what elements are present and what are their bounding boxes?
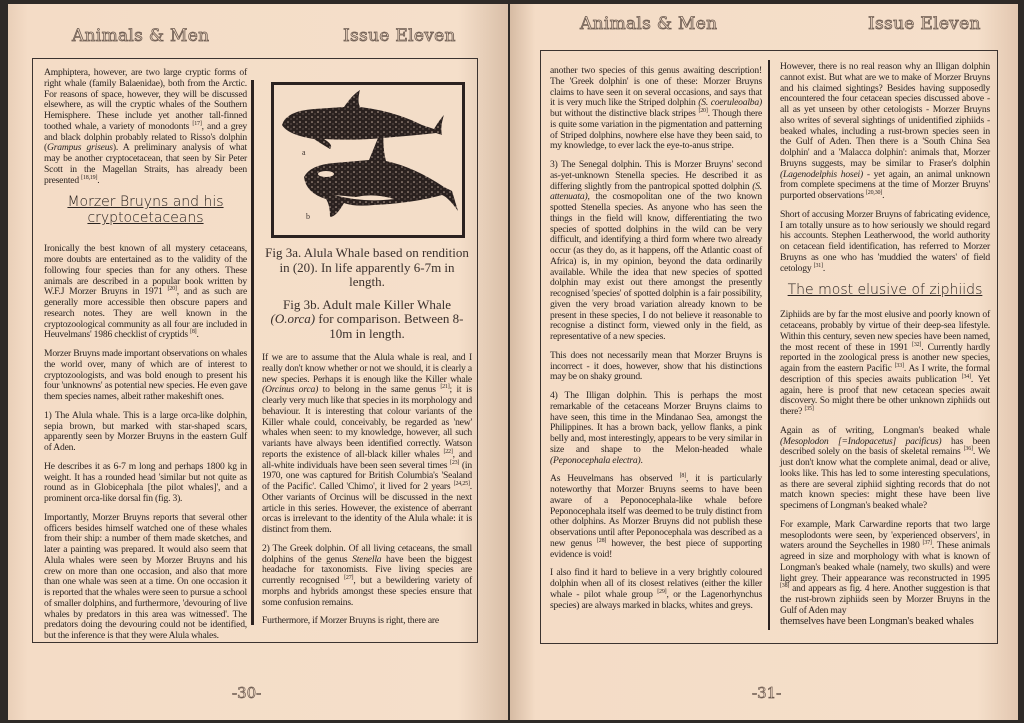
paragraph: As Heuvelmans has observed [8], it is particularly noteworthy that Morzer Bruyns seems to have been aware of a Peponocephala-like whale before Peponocephala itself was deemed to be truly distinct from other dolphins. As Morzer Bruyns did not publish these observations until after Peponocephala was described as a new genus [28] however, the best piece of supporting evidence is void!: [550, 473, 763, 560]
page-number: -31-: [752, 684, 782, 702]
footnote-ref: [18,19]: [81, 174, 98, 181]
paragraph: Again as of writing, Longman's beaked whale (Mesoplodon [=Indopacetus] pacificus) has been described solely on the basis of skeletal remains [36]. We just don't know what the complete animal, dead or alive, looks like. This has led to some interesting speculations, as there are several ziphiid sighting records that do not match known species: might these have been live specimens of Longman's beaked whale?: [780, 424, 991, 511]
figure-label-b: b: [306, 212, 310, 221]
italic-text: (Peponocephala electra): [550, 454, 641, 466]
italic-text: Grampus griseus: [47, 142, 113, 154]
article-column: [262, 246, 472, 635]
alula-whale: [282, 90, 444, 149]
paragraph: Ziphiids are by far the most elusive and poorly known of cetaceans, probably by virtue of their deep-sea lifestyle. Within this century, seven new species have been named, the most recent of these in 1991 [32]. Currently hardly reported in the zoological press is another new species, again from the eastern Pacific [33]. As I write, the formal description of this species awaits publication [34]. Yet again, here is proof that new cetacean species await discovery. So might there be other unknown ziphiids out there? [35]: [780, 309, 990, 417]
footnote-ref: [21]: [440, 384, 450, 391]
footnote-ref: [20]: [167, 286, 177, 293]
paragraph: Morzer Bruyns made important observations on whales the world over, many of which are of interest to cryptozoologists, and was bold enough to present his four 'unknowns' as potential new species. He even gave them species names, albeit rather makeshift ones.: [44, 348, 247, 402]
section-heading: Morzer Bruyns and his cryptocetaceans: [67, 194, 224, 227]
paragraph: 4) The Illigan dolphin. This is perhaps the most remarkable of the cetaceans Morzer Bruyns claims to have seen, this time in the Mindanao Sea, amongst the Philippines. It has a brown back, yellow flanks, a pink belly and, most interestingly, appears to be very similar in size and shape to the Melon-headed whale (Peponocephala electra).: [550, 390, 762, 466]
footnote-ref: [24,25]: [453, 481, 470, 487]
footnote-ref: [17]: [192, 120, 202, 127]
article-column: [550, 66, 762, 619]
footnote-ref: [28]: [597, 537, 607, 544]
article-column: [44, 68, 247, 650]
magazine-title: Animals & Men: [580, 14, 718, 34]
footnote-ref: [20]: [698, 108, 708, 114]
italic-text: (S. attenuata): [550, 180, 762, 203]
figure-caption: Fig 3b. Adult male Killer Whale (O.orca) for comparison. Between 8-10m in length.: [270, 296, 464, 341]
issue-label: Issue Eleven: [343, 26, 456, 46]
footnote-ref: [35]: [804, 406, 814, 412]
figure-caption: Fig 3a. Alula Whale based on rendition in (20). In life apparently 6-7m in length.: [265, 245, 469, 289]
footnote-ref: [29]: [657, 588, 667, 595]
paragraph: Ironically the best known of all mystery cetaceans, more doubts are entertained as to the validity of the following four species than for any others. These animals are described in a popular book written by W.F.J Morzer Bruyns in 1971 [20], and as such are generally more accessible then obscure papers and research notes. They are well known in the cryptozoological community as all four are included in Heuvelmans' 1986 checklist of cryptids [8].: [44, 243, 248, 341]
paragraph: Short of accusing Morzer Bruyns of fabricating evidence, I am totally unsure as to how seriously we should regard his accounts. Stephen Leatherwood, the world authority on cetacean field identification, has referred to Morzer Bruyns as one who has 'muddied the waters' of field cetology [31].: [780, 208, 990, 274]
column-divider: [768, 60, 770, 630]
section-heading: The most elusive of ziphiids: [787, 282, 983, 299]
italic-text: (O.orca): [270, 311, 316, 326]
footnote-ref: [27]: [344, 575, 354, 581]
italic-text: (Lagenodelphis hosei): [780, 168, 863, 180]
paragraph: Amphiptera, however, are two large cryptic forms of right whale (family Balaenidae), both from the Arctic. For reasons of space, however, they will be discussed elsewhere, as will the cryptic whales of the Southern Hemisphere. These include yet another tall-finned toothed whale, a variety of monodonts [17], and a grey and black dolphin probably related to Risso's dolphin (Grampus griseus). A preliminary analysis of what may be another cryptocetacean, that seen by Sir Peter Scott in the Magellan Straits, has already been presented [18,19].: [44, 67, 247, 186]
paragraph: I also find it hard to believe in a very brightly coloured dolphin when all of its closest relatives (either the killer whale - pilot whale group [29], or the Lagenorhynchus species) are always marked in blacks, whites and greys.: [550, 567, 762, 611]
column-divider: [251, 80, 254, 625]
whale-figure: [271, 82, 465, 238]
figure-label-a: a: [302, 148, 306, 157]
paragraph: Furthermore, if Morzer Bruyns is right, there are: [262, 615, 439, 627]
issue-label: Issue Eleven: [868, 14, 981, 34]
italic-text: (Orcinus orca): [262, 384, 319, 396]
article-column: [780, 62, 990, 635]
paragraph: If we are to assume that the Alula whale is real, and I really don't know whether or not we should, it is clearly a new species. Perhaps it is enough like the Killer whale (Orcinus orca) to belong in the same genus [21]; it is clearly very much like that species in its morphology and behaviour. It is interesting that colour variants of the Killer whale could, conceivably, be regarded as 'new' whales when seen: to my knowledge, however, all such variants have always been identified correctly. Watson reports the existence of all-black killer whales [22], and all-white individuals have been seen several times [23] (in 1970, one was captured for British Columbia's 'Sealand of the Pacific'. Called 'Chimo', it lived for 2 years [24,25]. Other variants of Orcinus will be discussed in the next article in this series. However, the existence of aberrant orcas is irrelevant to the identity of the Alula whale: it is distinct from them.: [262, 352, 472, 535]
paragraph: themselves have been Longman's beaked whales: [780, 615, 974, 627]
paragraph: However, there is no real reason why an Illigan dolphin cannot exist. But what are we to make of Morzer Bruyns and his claimed sightings? Besides having supposedly encountered the four cetacean species discussed above - all as yet unseen by other cetologists - Morzer Bruyns also writes of several sightings of unidentified ziphiids - beaked whales, including a rust-brown species seen in the Gulf of Aden. Then there is a 'South China Sea dolphin' and a 'Malacca dolphin': animals that, Morzer Bruyns suggests, may be similar to Fraser's dolphin (Lagenodelphis hosei) - yet again, an animal unknown from complete specimens at the time of Morzer Bruyns' purported observations [20,30].: [780, 61, 990, 201]
footnote-ref: [31]: [813, 262, 823, 269]
italic-text: (Mesoplodon [=Indopacetus] pacificus): [780, 435, 942, 447]
page-number: -30-: [232, 684, 262, 702]
footnote-ref: [38]: [780, 583, 790, 590]
italic-text: (S. coeruleoalba): [698, 97, 762, 109]
paragraph: 1) The Alula whale. This is a large orca-like dolphin, sepia brown, but marked with star-shaped scars, apparently seen by Morzer Bruyns in the eastern Gulf of Aden.: [44, 409, 247, 453]
whale-illustration: [274, 85, 462, 235]
paragraph: Importantly, Morzer Bruyns reports that several other officers besides himself watched one of these whales from their ship: a number of them made sketches, and later a painting was prepared. It would also seem that Alula whales were seen by Morzer Bruyns and his crew on more than one occasion, and also that more than one whale was seen at a time. On one occasion it is reported that the whales were seen to pursue a school of smaller dolphins, and furthermore, 'devouring of live whales by predators in this area was witnessed'. The predators doing the devouring could not be identified, but the inference is that they were Alula whales.: [44, 511, 247, 641]
paragraph: For example, Mark Carwardine reports that two large mesoplodonts were seen, by 'experienced observers', in waters around the Seychelles in 1980 [37]. These animals agreed in size and morphology with what is known of Longman's beaked whale (namely, two skulls) and were light grey. Their appearance was reconstructed in 1995 [38] and appears as fig. 4 here. Another suggestion is that the rust-brown ziphiids seen by Morzer Bruyns in the Gulf of Aden may: [780, 518, 990, 616]
paragraph: another two species of this genus awaiting description! The 'Greek dolphin' is one of these: Morzer Bruyns claims to have seen it on several occasions, and says that it is very much like the Striped dolphin (S. coeruleoalba) but without the distinctive black stripes [20]. Though there is quite some variation in the pigmentation and patterning of Striped dolphins, nowhere else have they been said, to my knowledge, to ever lack the eye-to-anus stripe.: [550, 65, 762, 152]
paragraph: 2) The Greek dolphin. Of all living cetaceans, the small dolphins of the genus Stenella have been the biggest headache for taxonomists. Five living species are currently recognised [27], but a bewildering variety of morphs and hybrids amongst these species ensure that some confusion remains.: [262, 542, 473, 608]
footnote-ref: [22]: [443, 448, 453, 455]
magazine-title: Animals & Men: [72, 26, 210, 46]
footnote-ref: [8]: [679, 473, 686, 480]
footnote-ref: [20,30]: [866, 190, 883, 196]
footnote-ref: [36]: [963, 446, 973, 453]
paragraph: 3) The Senegal dolphin. This is Morzer Bruyns' second as-yet-unknown Stenella species. He described it as differing slightly from the pantropical spotted dolphin (S. attenuata), the cosmopolitan one of the two known spotted Stenella species. As anyone who has seen the things in the field will know, differentiating the two species of spotted dolphins in the wild can be very difficult, and identifying a third form where two already occur (as they do, as it happens, off the Atlantic coast of Africa) is, in my opinion, beyond the data ordinarily available. While the idea that new species of spotted dolphin may exist out there amongst the presently recognised 'species' of spotted dolphin is a fair possibility, given the very broad variation already known to be present in these species, I do not believe it reasonable to recognise a distinct form, viewed only in the field, as representative of a new species.: [550, 159, 762, 342]
footnote-ref: [8]: [190, 329, 197, 336]
footnote-ref: [33]: [894, 363, 904, 369]
paragraph: He describes it as 6-7 m long and perhaps 1800 kg in weight. It has a rounded head 'similar but not quite as round as in Globicephala [the pilot whales]', and a prominent orca-like dorsal fin (fig. 3).: [44, 460, 247, 504]
paragraph: This does not necessarily mean that Morzer Bruyns is incorrect - it does, however, show that his distinctions may be on shaky ground.: [550, 349, 762, 383]
footnote-ref: [37]: [922, 540, 932, 547]
footnote-ref: [32]: [912, 341, 922, 348]
footnote-ref: [23]: [450, 459, 460, 466]
italic-text: Stenella: [352, 553, 382, 565]
footnote-ref: [34]: [961, 373, 971, 380]
